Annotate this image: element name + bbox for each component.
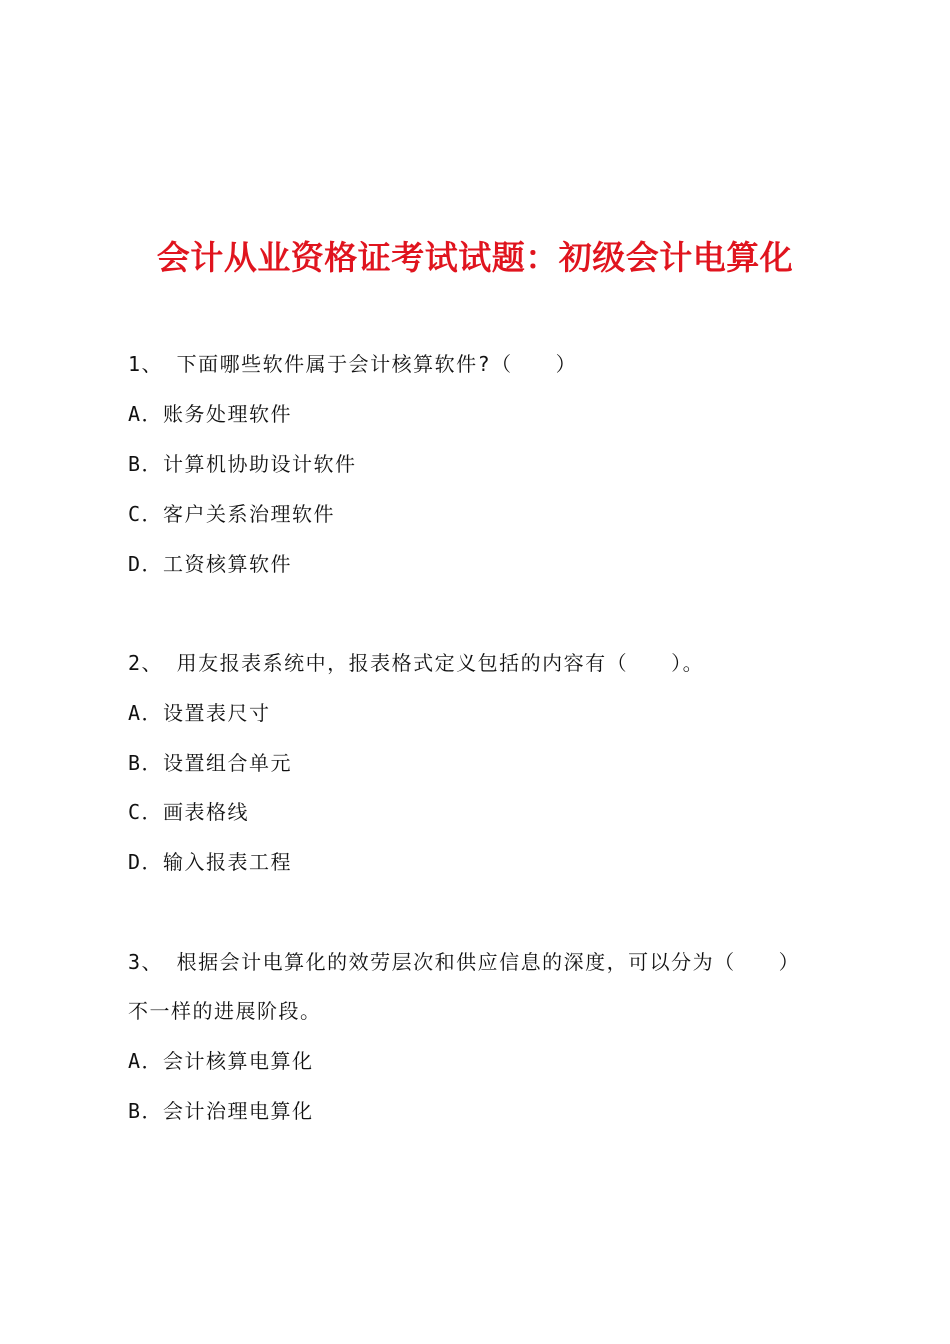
question-3-option-a: A．会计核算电算化: [128, 1049, 314, 1073]
question-3-option-b: B．会计治理电算化: [128, 1099, 314, 1123]
question-2-option-a: A．设置表尺寸: [128, 701, 271, 725]
question-3-stem-line-1: 3、 根据会计电算化的效劳层次和供应信息的深度，可以分为（ ）: [128, 950, 801, 974]
question-2-option-b: B．设置组合单元: [128, 751, 293, 775]
question-2-option-c: C．画表格线: [128, 800, 250, 824]
question-3-stem-line-2: 不一样的进展阶段。: [128, 999, 322, 1023]
question-1-stem: 1、 下面哪些软件属于会计核算软件?（ ）: [128, 352, 578, 376]
question-1-option-a: A．账务处理软件: [128, 402, 293, 426]
question-1-option-d: D．工资核算软件: [128, 552, 293, 576]
question-1-option-c: C．客户关系治理软件: [128, 502, 336, 526]
question-2-stem: 2、 用友报表系统中，报表格式定义包括的内容有（ ）。: [128, 651, 705, 675]
page-title: 会计从业资格证考试试题：初级会计电算化: [156, 238, 794, 278]
question-1-option-b: B．计算机协助设计软件: [128, 452, 357, 476]
question-2-option-d: D．输入报表工程: [128, 850, 293, 874]
